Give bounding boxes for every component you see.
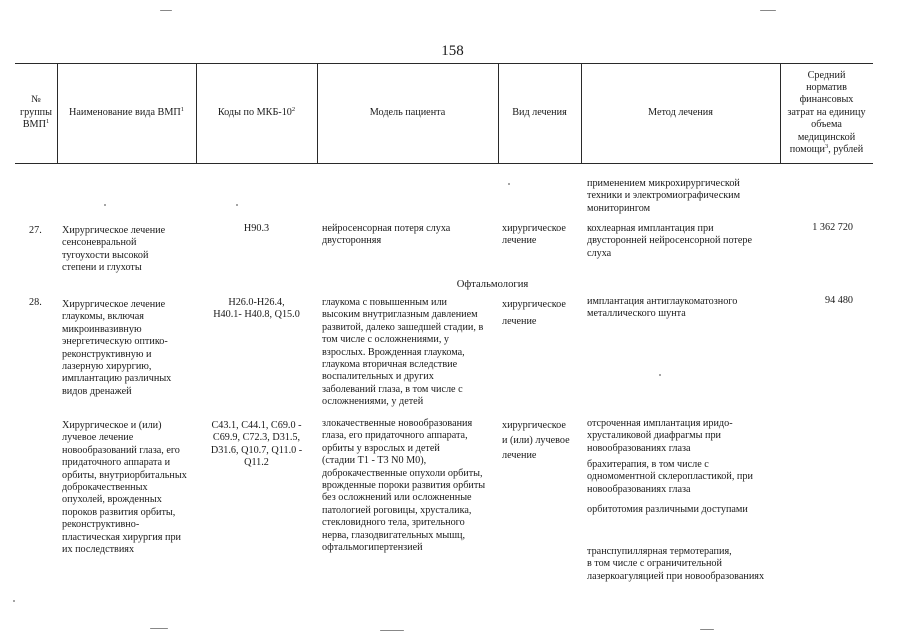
icd-codes: H26.0-H26.4, H40.1- H40.8, Q15.0 <box>213 297 300 321</box>
vmp-name: Хирургическое и (или) лучевое лечение новообразований глаза, его придаточного аппарата и орбиты, внутриорбитальных доброкачественных опухолей, врожденных пороков развития орбиты, реконструктивно- пластическая хирургия при их последствиях <box>62 420 187 556</box>
treatment-type: хирургическое лечение <box>502 299 566 327</box>
header-treatment-type: Вид лечения <box>512 106 567 118</box>
icd-codes: C43.1, C44.1, C69.0 - C69.9, C72.3, D31.5, D31.6, Q10.7, Q11.0 - Q11.2 <box>210 420 303 469</box>
page-number: 158 <box>441 43 464 59</box>
treatment-method: транспупиллярная термотерапия, в том числе с ограничительной лазеркоагуляцией при новообразованиях <box>587 546 765 582</box>
scan-speck <box>508 183 510 185</box>
scan-speck <box>760 10 776 11</box>
patient-model: нейросенсорная потеря слуха двусторонняя <box>322 223 451 247</box>
scan-speck <box>236 204 238 206</box>
header-group-number: № группы ВМП$^1$ <box>20 94 52 131</box>
patient-model: глаукома с повышенным или высоким внутриглазным давлением развитой, далеко зашедшей стадии, в том числе с осложнениями, у взрослых. Врожденная глаукома, глаукома вторичная вследствие воспалительных и других заболеваний глаза, в том числе с осложнениями, у детей <box>322 297 484 408</box>
treatment-method: брахитерапия, в том числе с одномоментной склеропластикой, при новообразованиях глаза <box>587 459 753 495</box>
header-average-cost: Средний норматив финансовых затрат на единицу объема медицинской помощи$^3$, рублей <box>787 69 866 156</box>
header-bottom-border <box>15 163 873 164</box>
average-cost: 1 362 720 <box>812 222 853 233</box>
header-treatment-method: Метод лечения <box>648 106 713 118</box>
treatment-type: хирургическое лечение <box>502 223 566 247</box>
header-vmp-name: Наименование вида ВМП$^1$ <box>69 105 184 118</box>
treatment-method: кохлеарная имплантация при двусторонней нейросенсорной потере слуха <box>587 223 753 259</box>
treatment-method: отсроченная имплантация иридо- хрусталиковой диафрагмы при новообразованиях глаза <box>587 418 733 454</box>
average-cost: 94 480 <box>824 295 853 306</box>
scan-speck <box>700 629 714 630</box>
continued-method-text: применением микрохирургической техники и электромиографическим мониторингом <box>587 178 741 214</box>
vmp-name: Хирургическое лечение глаукомы, включая микроинвазивную энергетическую оптико- реконструктивную и лазерную хирургию, имплантацию различных видов дренажей <box>62 299 172 397</box>
scan-speck <box>150 628 168 629</box>
patient-model: злокачественные новообразования глаза, его придаточного аппарата, орбиты у взрослых и детей (стадии T1 - T3 N0 M0), доброкачественные опухоли орбиты, врожденные пороки развития орбиты без осложнений или осложненные патологией роговицы, хрусталика, стекловидного тела, зрительного нерва, глазодвигательных мышц, офтальмогипертензией <box>322 418 486 554</box>
scan-speck <box>104 204 106 206</box>
treatment-method: орбитотомия различными доступами <box>587 504 748 515</box>
scan-speck <box>659 374 661 376</box>
icd-codes: H90.3 <box>243 223 270 234</box>
scan-speck <box>13 600 15 602</box>
scan-speck <box>160 10 172 11</box>
row-number: 27. <box>29 225 42 236</box>
treatment-method: имплантация антиглаукоматозного металлического шунта <box>587 296 738 320</box>
row-number: 28. <box>29 297 42 308</box>
vmp-name: Хирургическое лечение сенсоневральной тугоухости высокой степени и глухоты <box>62 225 166 274</box>
header-patient-model: Модель пациента <box>369 106 446 118</box>
section-title: Офтальмология <box>456 279 529 290</box>
treatment-type: хирургическое и (или) лучевое лечение <box>502 420 570 461</box>
header-icd-codes: Коды по МКБ-$10^2$ <box>217 105 296 118</box>
scan-speck <box>380 630 404 631</box>
